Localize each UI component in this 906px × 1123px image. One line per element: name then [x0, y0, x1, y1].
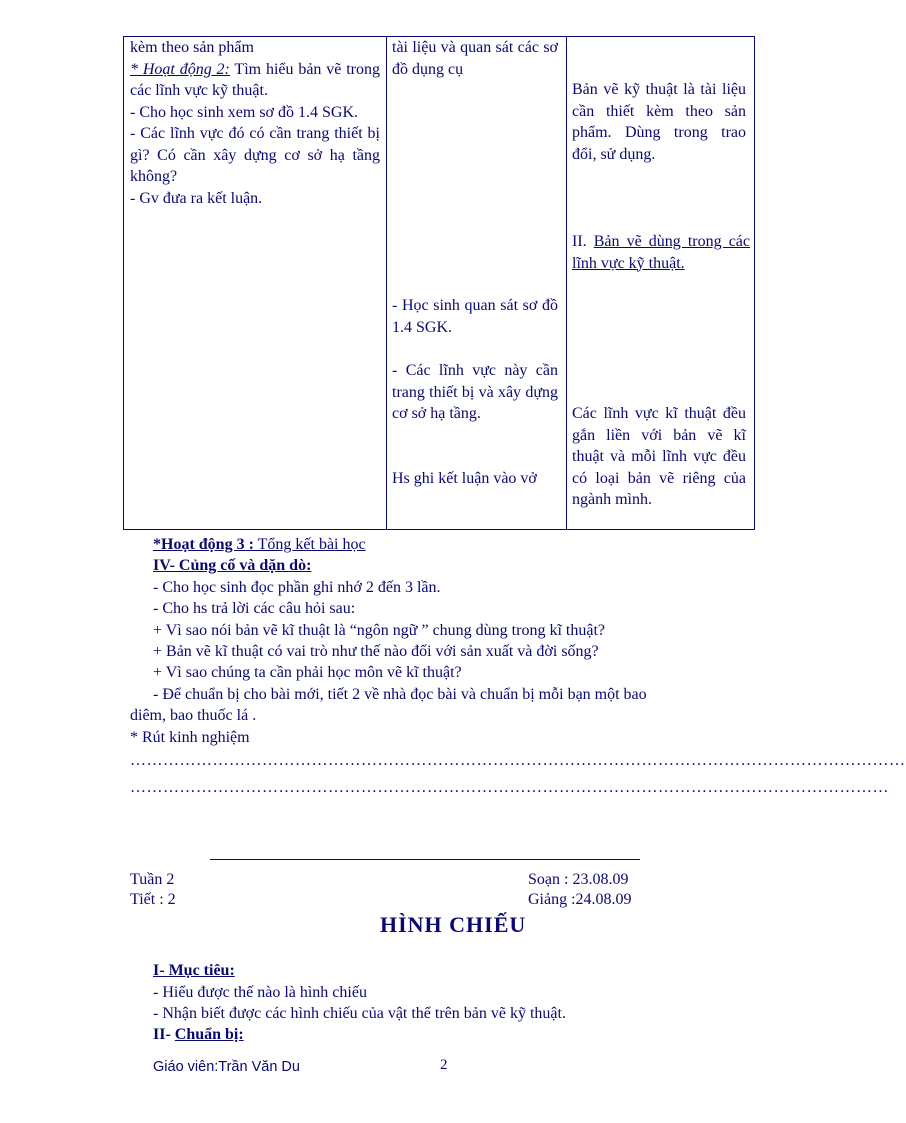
- section-iv-heading: IV- Củng cố và dặn dò:: [153, 557, 312, 574]
- student-activity-cell-mid2: [392, 360, 558, 425]
- col2-line3: - Các lĩnh vực này cần trang thiết bị và xây dựng cơ sở hạ tầng.: [392, 362, 558, 422]
- prep-line-1: - Để chuẩn bị cho bài mới, tiết 2 về nhà đọc bài và chuẩn bị mỗi bạn một bao: [153, 686, 647, 703]
- iv-item-5: + Vì sao chúng ta cần phải học môn vẽ kĩ thuật?: [153, 664, 462, 681]
- prep-line-2: diêm, bao thuốc lá .: [130, 707, 257, 724]
- lesson-table: [123, 36, 755, 530]
- objectives-heading: [153, 960, 235, 982]
- week-label: Tuần 2: [130, 871, 175, 888]
- lesson-title: HÌNH CHIẾU: [380, 912, 527, 937]
- teacher-name: Giáo viên:Trần Văn Du: [153, 1059, 300, 1075]
- activity3-text: Tổng kết bài học: [253, 536, 366, 553]
- col3-line1: Bản vẽ kỹ thuật là tài liệu cần thiết kèm theo sản phẩm. Dùng trong trao đổi, sử dụng.: [572, 81, 746, 163]
- content-cell-top: [572, 79, 746, 165]
- teaching-date: Giảng :24.08.09: [528, 891, 632, 908]
- activity3-line: [153, 534, 366, 556]
- col3-heading-text: Bản vẽ dùng trong các lĩnh vực kỹ thuật.: [572, 233, 750, 272]
- page-number: 2: [440, 1057, 448, 1073]
- preparation-heading: [153, 1024, 244, 1046]
- col1-line5: - Gv đưa ra kết luận.: [130, 189, 263, 207]
- section-separator: [210, 859, 640, 860]
- col2-line4: Hs ghi kết luận vào vở: [392, 470, 537, 487]
- objective-2: - Nhận biết được các hình chiếu của vật thể trên bản vẽ kỹ thuật.: [153, 1005, 566, 1022]
- prepared-date: Soạn : 23.08.09: [528, 871, 629, 888]
- col1-line3: - Cho học sinh xem sơ đồ 1.4 SGK.: [130, 103, 359, 121]
- col3-heading-prefix: II.: [572, 233, 594, 250]
- col1-activity2: [130, 59, 380, 102]
- activity2-label: * Hoạt động 2:: [130, 60, 230, 78]
- col1-line4: - Các lĩnh vực đó có cần trang thiết bị gì? Có cần xây dựng cơ sở hạ tầng không?: [130, 125, 380, 185]
- preparation-prefix: II-: [153, 1026, 175, 1043]
- activity3-label: *Hoạt động 3 :: [153, 536, 254, 553]
- rut-kinh-nghiem: * Rút kinh nghiệm: [130, 729, 250, 746]
- objective-1: - Hiểu được thế nào là hình chiếu: [153, 984, 367, 1001]
- student-activity-cell-top: [392, 37, 558, 80]
- student-activity-cell-mid: [392, 295, 558, 338]
- col2-line1: tài liệu và quan sát các sơ đồ dụng cụ: [392, 39, 558, 78]
- dotted-line-1: ……………………………………………………………………………………………………………………………: [130, 752, 906, 769]
- period-label: Tiết : 2: [130, 891, 176, 908]
- col2-line2: - Học sinh quan sát sơ đồ 1.4 SGK.: [392, 297, 558, 336]
- student-activity-cell-bottom: [392, 468, 558, 490]
- col3-line3: Các lĩnh vực kĩ thuật đều gắn liền với bản vẽ kĩ thuật và mỗi lĩnh vực đều có loại bản vẽ riêng của ngành mình.: [572, 405, 746, 508]
- iv-item-1: - Cho học sinh đọc phần ghi nhớ 2 đến 3 lần.: [153, 579, 441, 596]
- col3-heading: [572, 231, 750, 274]
- iv-item-3: + Vì sao nói bản vẽ kĩ thuật là “ngôn ngữ ” chung dùng trong kĩ thuật?: [153, 622, 605, 639]
- objectives-prefix: I-: [153, 962, 165, 979]
- content-cell-bottom: [572, 403, 746, 511]
- activity2-text: Tìm hiểu bản vẽ trong các lĩnh vực kỹ thuật.: [130, 60, 381, 99]
- col1-line1: kèm theo sản phẩm: [130, 39, 254, 56]
- iv-item-2: - Cho hs trả lời các câu hỏi sau:: [153, 600, 356, 617]
- iv-item-4: + Bản vẽ kĩ thuật có vai trò như thế nào đối với sản xuất và đời sống?: [153, 643, 599, 660]
- preparation-label: Chuẩn bị:: [174, 1026, 244, 1043]
- column-divider-1: [386, 37, 387, 529]
- content-cell-heading: [572, 231, 750, 274]
- objectives-label: Mục tiêu:: [164, 962, 235, 979]
- teacher-activity-cell: [130, 37, 380, 209]
- dotted-line-2: …………………………………………………………………………………………………………………………: [130, 779, 889, 796]
- column-divider-2: [566, 37, 567, 529]
